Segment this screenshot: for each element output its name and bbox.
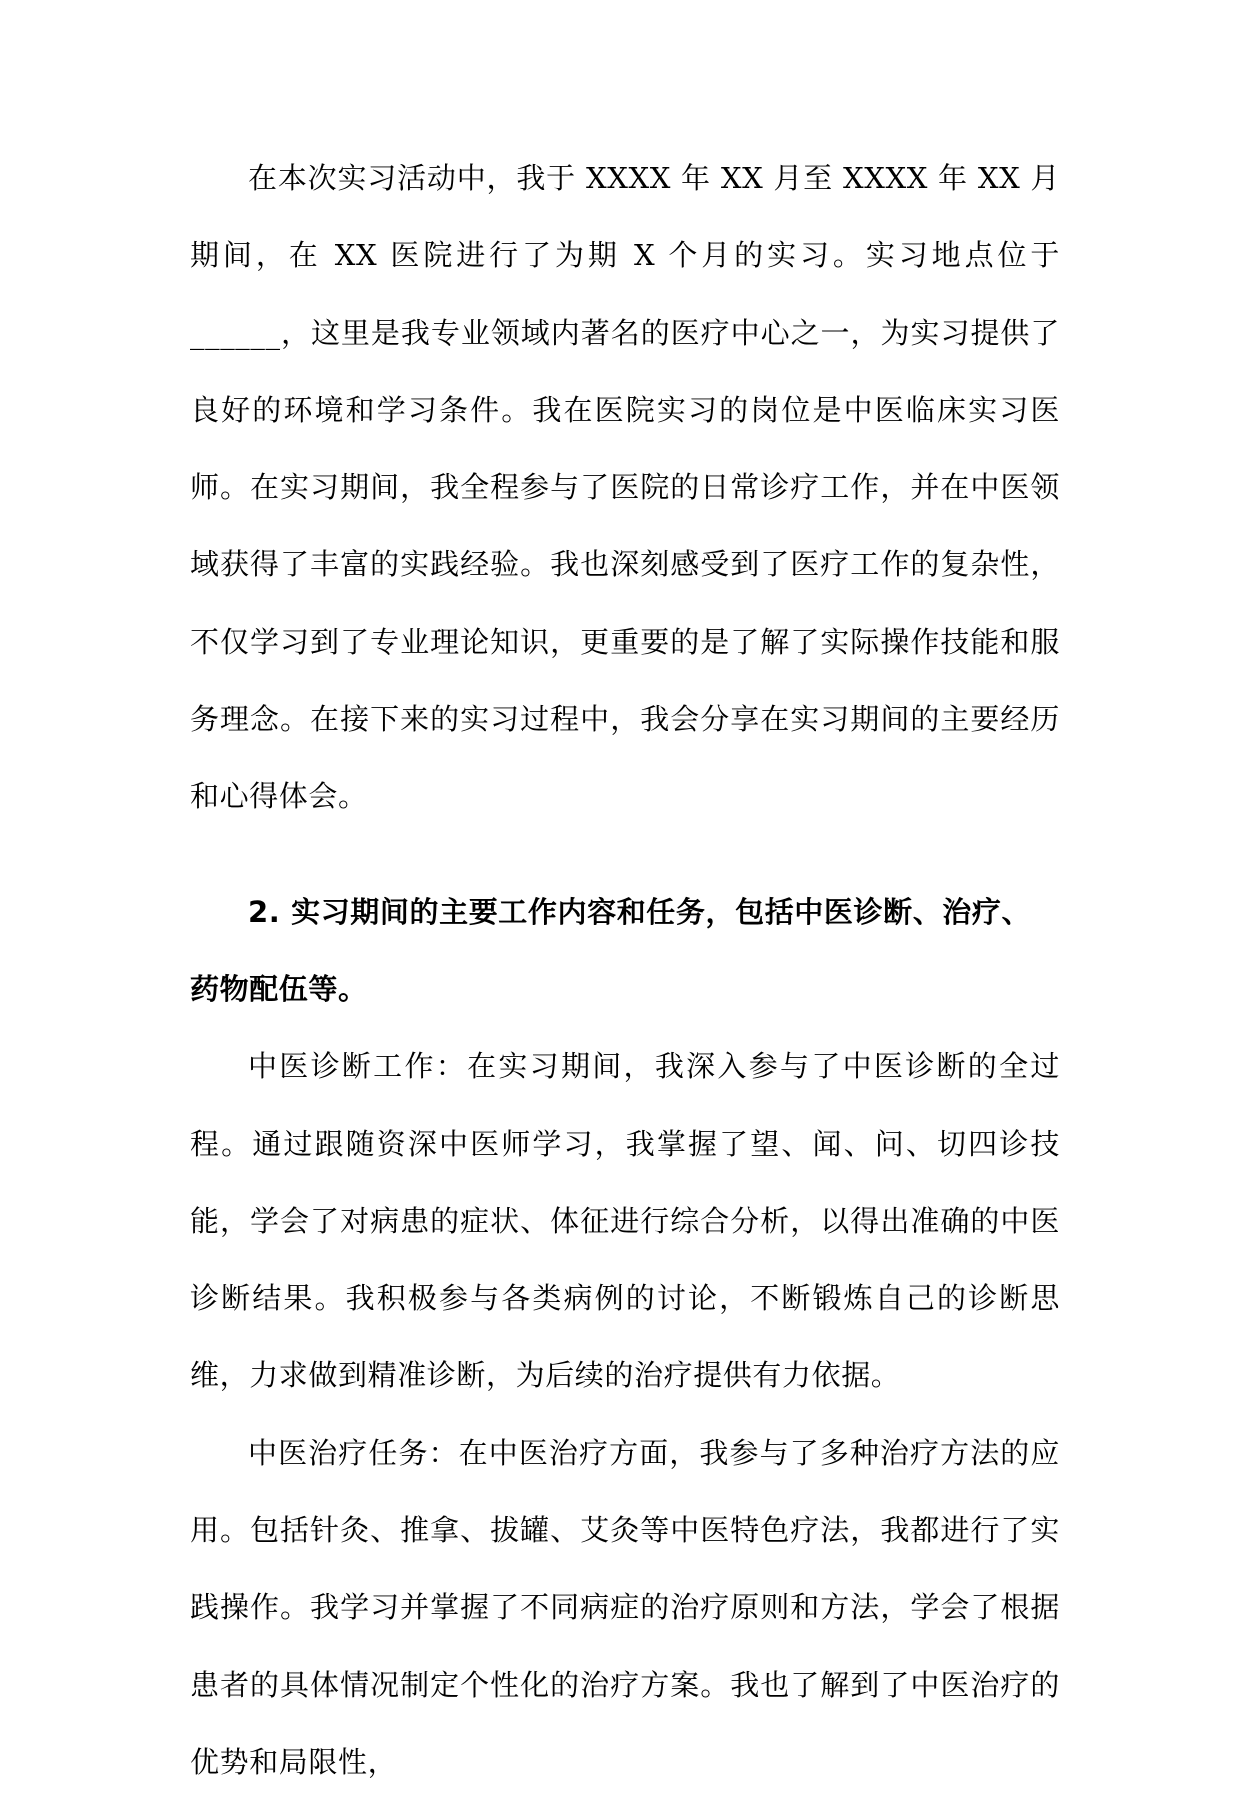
document-body [190,140,1060,1801]
section-spacer [190,836,1060,874]
paragraph-intro: 在本次实习活动中，我于 XXXX 年 XX 月至 XXXX 年 XX 月期间，在 XX 医院进行了为期 X 个月的实习。实习地点位于______，这里是我专业领域内著名的医疗中心之一，为实习提供了良好的环境和学习条件。我在医院实习的岗位是中医临床实习医师。在实习期间，我全程参与了医院的日常诊疗工作，并在中医领域获得了丰富的实践经验。我也深刻感受到了医疗工作的复杂性，不仅学习到了专业理论知识，更重要的是了解了实际操作技能和服务理念。在接下来的实习过程中，我会分享在实习期间的主要经历和心得体会。 [190,161,1060,814]
paragraph-diagnosis: 中医诊断工作：在实习期间，我深入参与了中医诊断的全过程。通过跟随资深中医师学习，我掌握了望、闻、问、切四诊技能，学会了对病患的症状、体征进行综合分析，以得出准确的中医诊断结果。我积极参与各类病例的讨论，不断锻炼自己的诊断思维，力求做到精准诊断，为后续的治疗提供有力依据。 [190,1049,1060,1393]
section-heading: 2. 实习期间的主要工作内容和任务，包括中医诊断、治疗、药物配伍等。 [190,894,1032,1006]
paragraph-treatment: 中医治疗任务：在中医治疗方面，我参与了多种治疗方法的应用。包括针灸、推拿、拔罐、艾灸等中医特色疗法，我都进行了实践操作。我学习并掌握了不同病症的治疗原则和方法，学会了根据患者的具体情况制定个性化的治疗方案。我也了解到了中医治疗的优势和局限性， [190,1435,1060,1779]
